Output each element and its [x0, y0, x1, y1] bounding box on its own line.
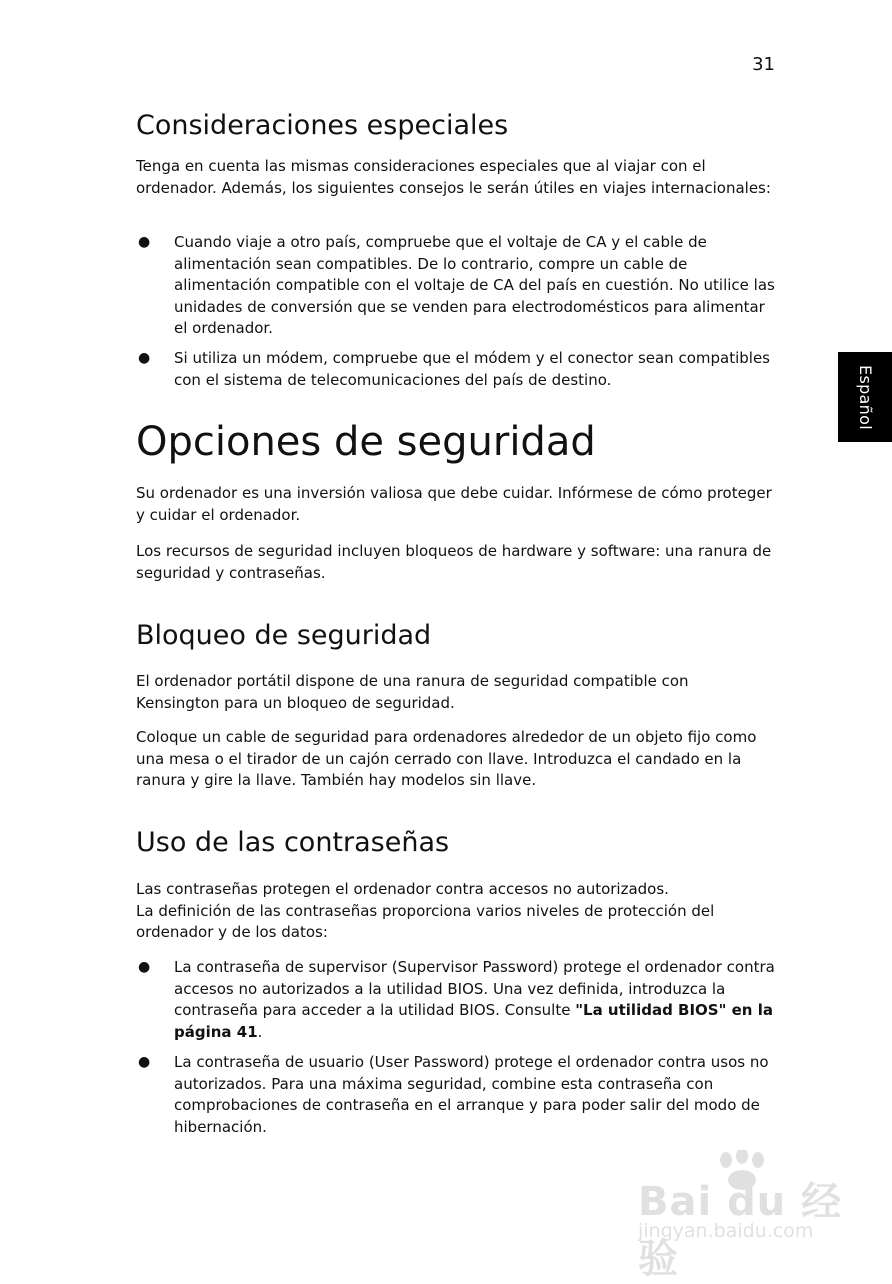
bullet-icon: ● — [138, 234, 151, 250]
passwords-intro — [136, 879, 776, 944]
watermark-logo: Bai du 经验 — [638, 1179, 843, 1282]
list-item-text: La contraseña de usuario (User Password) protege el ordenador contra usos no autorizados. Para una máxima seguridad, combine esta contraseña con comprobaciones de contraseña en el arranque y para poder salir del modo de hibernación. — [174, 1053, 769, 1136]
security-paragraph-1: Su ordenador es una inversión valiosa que debe cuidar. Infórmese de cómo proteger y cuidar el ordenador. — [136, 484, 772, 524]
security-paragraph-2: Los recursos de seguridad incluyen bloqueos de hardware y software: una ranura de seguridad y contraseñas. — [136, 542, 772, 582]
language-tab-label: Español — [855, 364, 875, 430]
supervisor-password-text: La contraseña de supervisor (Supervisor Password) protege el ordenador contra accesos no autorizados a la utilidad BIOS. Una vez definida, introduzca la contraseña para acceder a la utilidad BIOS. Consulte — [174, 958, 775, 1019]
list-item — [136, 232, 776, 340]
heading-security-lock: Bloqueo de seguridad — [136, 620, 432, 651]
list-item-text: Si utiliza un módem, compruebe que el módem y el conector sean compatibles con el sistema de telecomunicaciones del país de destino. — [174, 349, 770, 389]
language-tab — [838, 352, 892, 442]
bios-utility-reference-link[interactable]: "La utilidad BIOS" en la página 41 — [174, 1001, 773, 1041]
passwords-intro-line-1: Las contraseñas protegen el ordenador contra accesos no autorizados. — [136, 880, 669, 898]
list-item — [136, 1052, 776, 1138]
watermark-url: jingyan.baidu.com — [638, 1220, 814, 1242]
lock-paragraph-1: El ordenador portátil dispone de una ranura de seguridad compatible con Kensington para un bloqueo de seguridad. — [136, 672, 689, 712]
heading-passwords: Uso de las contraseñas — [136, 827, 450, 858]
bullet-icon: ● — [138, 350, 151, 366]
bullet-icon: ● — [138, 1054, 151, 1070]
passwords-intro-line-2: La definición de las contraseñas proporciona varios niveles de protección del ordenador y de los datos: — [136, 901, 715, 941]
list-item-text: Cuando viaje a otro país, compruebe que el voltaje de CA y el cable de alimentación sean compatibles. De lo contrario, compre un cable de alimentación compatible con el voltaje de CA del país en cuestión. No utilice las unidades de conversión que se venden para electrodomésticos para alimentar el ordenador. — [174, 233, 775, 337]
list-item — [136, 348, 776, 391]
list-item — [136, 957, 776, 1043]
special-intro: Tenga en cuenta las mismas consideraciones especiales que al viajar con el ordenador. Además, los siguientes consejos le serán útiles en viajes internacionales: — [136, 157, 771, 197]
heading-security-options: Opciones de seguridad — [136, 419, 596, 465]
bullet-icon: ● — [138, 959, 151, 975]
baidu-watermark — [638, 1150, 848, 1282]
lock-paragraph-2: Coloque un cable de seguridad para ordenadores alrededor de un objeto fijo como una mesa o el tirador de un cajón cerrado con llave. Introduzca el candado en la ranura y gire la llave. También hay modelos sin llave. — [136, 728, 757, 789]
page-number: 31 — [752, 54, 775, 75]
heading-special-considerations: Consideraciones especiales — [136, 110, 509, 141]
list-item-text — [174, 957, 776, 1043]
list-item-end: . — [257, 1022, 263, 1041]
